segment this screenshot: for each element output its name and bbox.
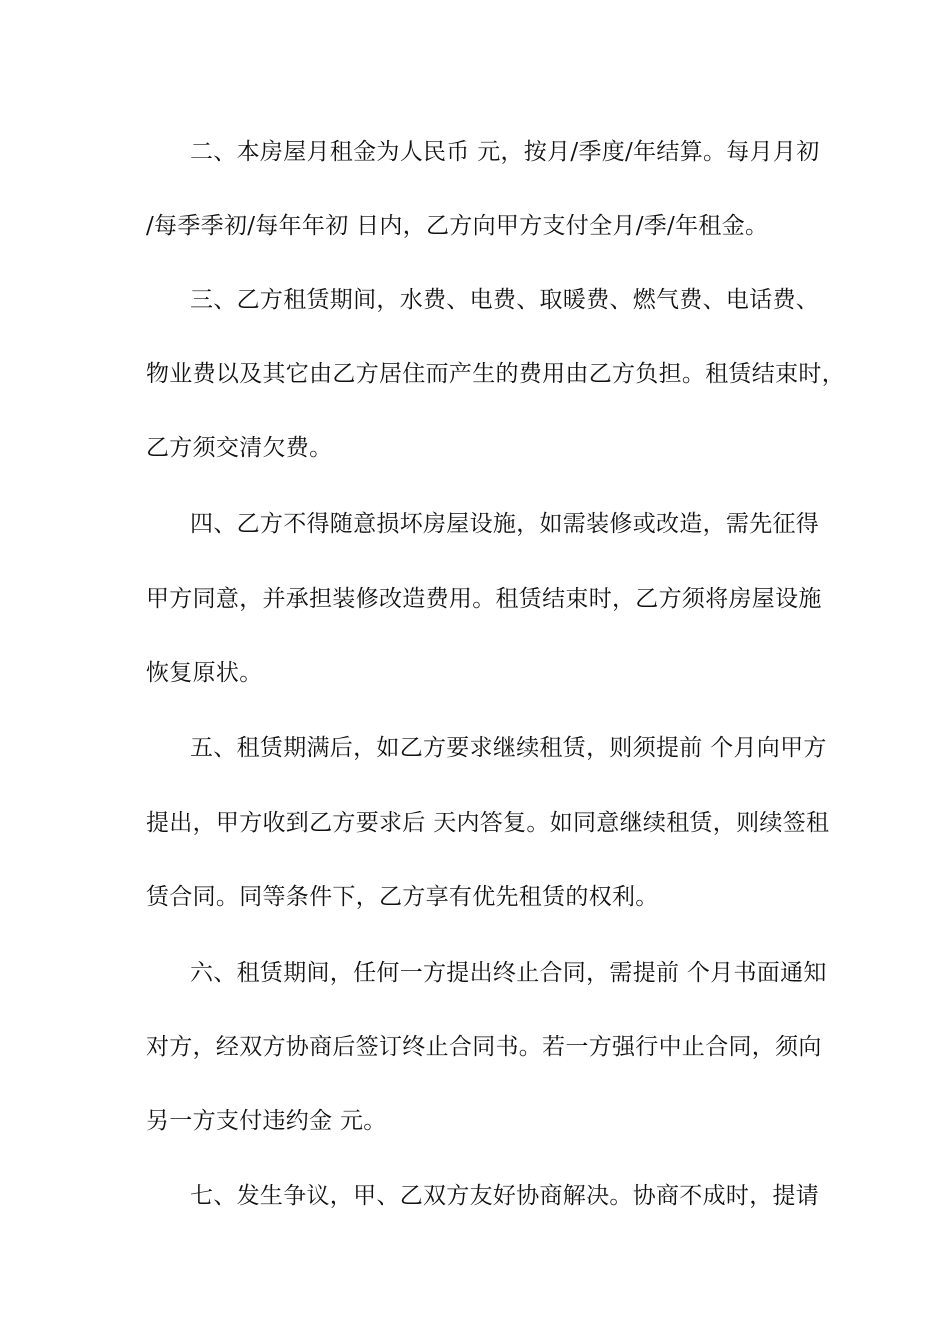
clause-5-line-3: 赁合同。同等条件下，乙方享有优先租赁的权利。 bbox=[146, 884, 659, 910]
clause-4-line-2: 甲方同意，并承担装修改造费用。租赁结束时，乙方须将房屋设施 bbox=[146, 586, 822, 612]
clause-5-line-2: 提出，甲方收到乙方要求后 天内答复。如同意继续租赁，则续签租 bbox=[146, 810, 830, 836]
clause-6-line-3: 另一方支付违约金 元。 bbox=[146, 1108, 387, 1134]
clause-2-line-1: 二、本房屋月租金为人民币 元，按月/季度/年结算。每月月初 bbox=[190, 139, 820, 165]
clause-3-line-1: 三、乙方租赁期间，水费、电费、取暖费、燃气费、电话费、 bbox=[190, 287, 820, 313]
clause-6-line-1: 六、租赁期间，任何一方提出终止合同，需提前 个月书面通知 bbox=[190, 960, 827, 986]
clause-7-line-1: 七、发生争议，甲、乙双方友好协商解决。协商不成时，提请 bbox=[190, 1183, 820, 1209]
clause-3-line-2: 物业费以及其它由乙方居住而产生的费用由乙方负担。租赁结束时， bbox=[146, 361, 845, 387]
clause-4-line-3: 恢复原状。 bbox=[146, 660, 263, 686]
clause-2-line-2: /每季季初/每年年初 日内，乙方向甲方支付全月/季/年租金。 bbox=[146, 213, 769, 239]
clause-4-line-1: 四、乙方不得随意损坏房屋设施，如需装修或改造，需先征得 bbox=[190, 511, 820, 537]
clause-6-line-2: 对方，经双方协商后签订终止合同书。若一方强行中止合同，须向 bbox=[146, 1034, 822, 1060]
clause-3-line-3: 乙方须交清欠费。 bbox=[146, 435, 333, 461]
clause-5-line-1: 五、租赁期满后，如乙方要求继续租赁，则须提前 个月向甲方 bbox=[190, 735, 827, 761]
